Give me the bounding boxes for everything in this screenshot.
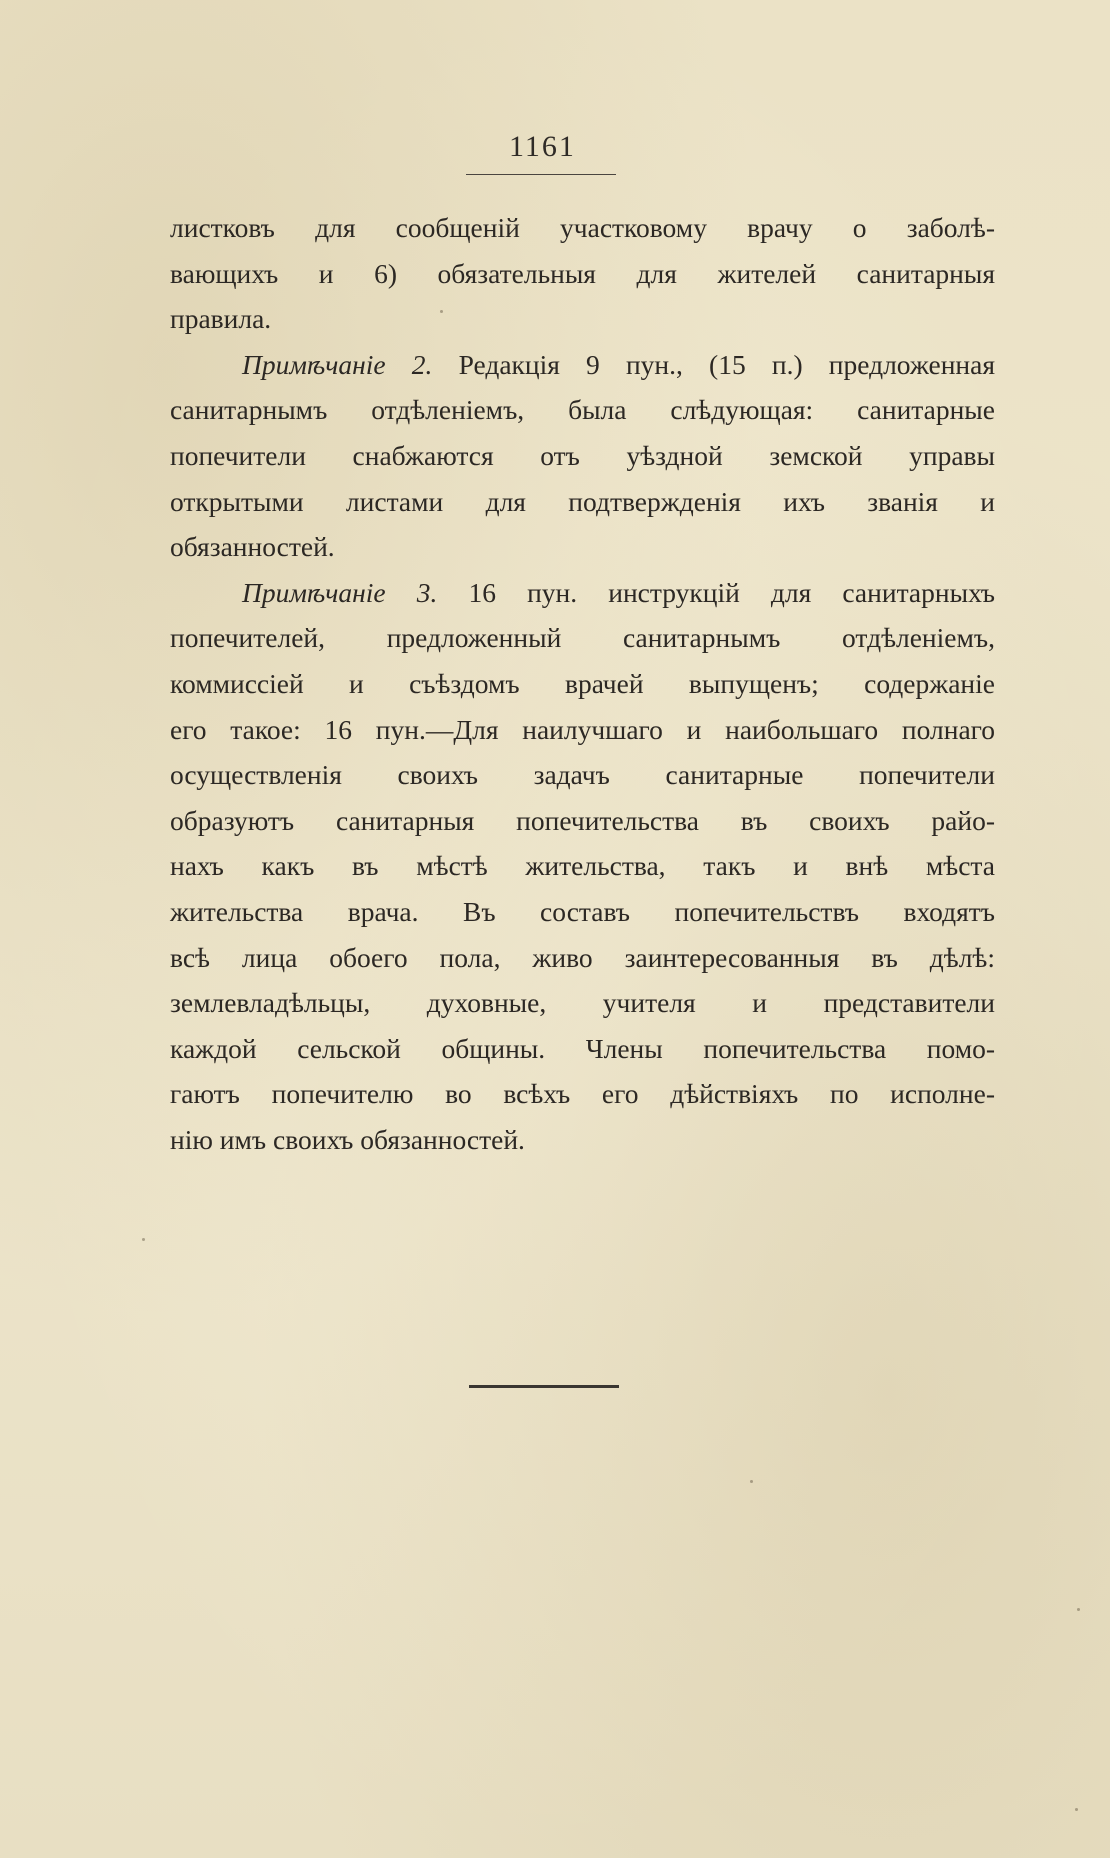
text-line: его такое: 16 пун.—Для наилучшаго и наибольшаго полнаго [170, 713, 995, 745]
note-3-text: 16 пун. инструкцій для санитарныхъ [468, 576, 995, 608]
end-rule [469, 1385, 619, 1388]
text-line: образуютъ санитарныя попечительства въ своихъ райо- [170, 804, 995, 836]
text-line: попечители снабжаются отъ уѣздной земской управы [170, 439, 995, 471]
text-line: обязанностей. [170, 531, 335, 563]
body-text [170, 205, 995, 1162]
text-line: жительства врача. Въ составъ попечительствъ входятъ [170, 895, 995, 927]
text-line: санитарнымъ отдѣленіемъ, была слѣдующая: санитарные [170, 394, 995, 426]
note-2-label: Примѣчаніе 2. [242, 348, 433, 380]
text-line: всѣ лица обоего пола, живо заинтересованныя въ дѣлѣ: [170, 941, 995, 973]
note-2-first-line [170, 342, 995, 388]
text-line: правила. [170, 303, 272, 335]
paper-speck [440, 310, 443, 313]
paper-speck [142, 1238, 145, 1241]
text-line: нію имъ своихъ обязанностей. [170, 1123, 525, 1155]
page-number: 1161 [509, 130, 576, 163]
note-2-text: Редакція 9 пун., (15 п.) предложенная [458, 348, 995, 380]
text-line: гаютъ попечителю во всѣхъ его дѣйствіяхъ по исполне- [170, 1078, 995, 1110]
note-3-first-line [170, 570, 995, 616]
header-rule [466, 174, 616, 175]
text-line: попечителей, предложенный санитарнымъ отдѣленіемъ, [170, 622, 995, 654]
text-line: землевладѣльцы, духовные, учителя и представители [170, 987, 995, 1019]
paper-speck [1077, 1608, 1080, 1611]
note-3-label: Примѣчаніе 3. [242, 576, 438, 608]
paper-speck [750, 1480, 753, 1483]
text-line: каждой сельской общины. Члены попечительства помо- [170, 1032, 995, 1064]
text-line: осуществленія своихъ задачъ санитарные попечители [170, 759, 995, 791]
text-line: коммиссіей и съѣздомъ врачей выпущенъ; содержаніе [170, 667, 995, 699]
text-line: открытыми листами для подтвержденія ихъ званія и [170, 485, 995, 517]
text-line: листковъ для сообщеній участковому врачу о заболѣ- [170, 212, 995, 243]
paper-speck [1075, 1808, 1078, 1811]
text-line: нахъ какъ въ мѣстѣ жительства, такъ и внѣ мѣста [170, 850, 995, 882]
text-line: вающихъ и 6) обязательныя для жителей санитарныя [170, 257, 995, 289]
